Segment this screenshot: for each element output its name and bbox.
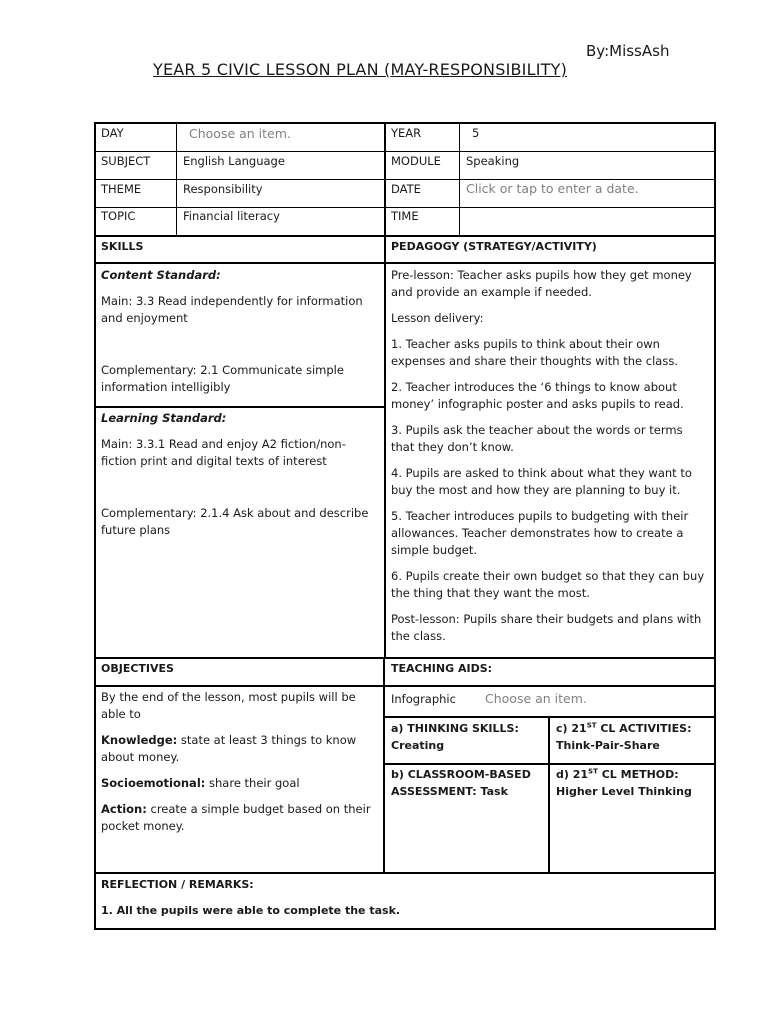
day-dropdown[interactable]: Choose an item. <box>189 126 291 141</box>
table-rule <box>459 122 460 236</box>
author-credit: By:MissAsh <box>586 42 670 60</box>
content-standard-main: Main: 3.3 Read independently for information and enjoyment <box>101 294 363 325</box>
teaching-aid-item: Infographic <box>391 692 456 706</box>
module-label: MODULE <box>391 154 441 168</box>
action-objective <box>101 801 379 835</box>
learning-standard-label: Learning Standard: <box>101 411 227 425</box>
table-rule <box>94 872 716 874</box>
cl-method-cell <box>556 766 714 800</box>
topic-value: Financial literacy <box>183 209 280 223</box>
action-label: Action: <box>101 802 147 816</box>
page-title: YEAR 5 CIVIC LESSON PLAN (MAY-RESPONSIBILITY) <box>153 60 568 79</box>
table-rule <box>94 151 716 152</box>
table-border-bottom <box>94 928 716 930</box>
thinking-skills-value: Creating <box>391 739 445 752</box>
lesson-step: 3. Pupils ask the teacher about the words or terms that they don’t know. <box>391 423 683 454</box>
learning-standard-main: Main: 3.3.1 Read and enjoy A2 fiction/non-fiction print and digital texts of interest <box>101 437 346 468</box>
teaching-aid-dropdown[interactable]: Choose an item. <box>485 691 587 706</box>
socioemotional-objective <box>101 775 379 792</box>
subject-value: English Language <box>183 154 285 168</box>
table-rule <box>548 717 550 873</box>
date-picker-field[interactable]: Click or tap to enter a date. <box>466 181 639 196</box>
action-text: create a simple budget based on their pocket money. <box>101 802 371 833</box>
lesson-step: 1. Teacher asks pupils to think about their own expenses and share their thoughts with the class. <box>391 337 678 368</box>
objectives-section <box>101 689 379 844</box>
cl-method-sup: ST <box>588 767 598 776</box>
pedagogy-section <box>391 267 709 654</box>
table-rule <box>383 658 385 874</box>
reflection-item: 1. All the pupils were able to complete the task. <box>101 904 401 917</box>
table-border-right <box>714 122 716 930</box>
cl-activities-sup: ST <box>586 721 597 730</box>
teaching-aids-heading: TEACHING AIDS: <box>391 662 493 675</box>
cl-activities-label <box>556 720 711 737</box>
subject-label: SUBJECT <box>101 154 151 168</box>
lesson-step: 4. Pupils are asked to think about what they want to buy the most and how they are planning to buy it. <box>391 466 692 497</box>
cl-activities-suffix: CL ACTIVITIES: <box>596 722 692 735</box>
year-value: 5 <box>472 126 480 140</box>
table-border-left <box>94 122 96 930</box>
cl-activities-cell <box>556 720 711 754</box>
content-standard-section <box>101 267 379 405</box>
learning-standard-complementary: Complementary: 2.1.4 Ask about and describe future plans <box>101 506 369 537</box>
knowledge-label: Knowledge: <box>101 733 178 747</box>
table-rule <box>94 685 716 687</box>
table-rule <box>94 657 716 659</box>
topic-label: TOPIC <box>101 209 136 223</box>
post-lesson-text: Post-lesson: Pupils share their budgets and plans with the class. <box>391 612 702 643</box>
knowledge-objective <box>101 732 379 766</box>
pedagogy-heading: PEDAGOGY (STRATEGY/ACTIVITY) <box>391 240 597 253</box>
socioemotional-label: Socioemotional: <box>101 776 206 790</box>
time-label: TIME <box>391 209 419 223</box>
objectives-heading: OBJECTIVES <box>101 662 174 675</box>
table-rule <box>94 406 384 408</box>
table-rule <box>176 122 177 236</box>
thinking-skills-cell <box>391 720 541 754</box>
table-rule <box>384 236 386 658</box>
lesson-step: 5. Teacher introduces pupils to budgeting with their allowances. Teacher demonstrates how to create a simple budget. <box>391 509 689 557</box>
knowledge-text: state at least 3 things to know about money. <box>101 733 357 764</box>
lesson-step: 6. Pupils create their own budget so that they can buy the thing that they want the most. <box>391 569 705 600</box>
content-standard-complementary: Complementary: 2.1 Communicate simple information intelligibly <box>101 363 344 394</box>
table-rule <box>384 122 386 236</box>
theme-label: THEME <box>101 182 142 196</box>
table-rule <box>94 262 716 264</box>
cl-method-prefix: d) 21 <box>556 768 589 781</box>
lesson-delivery-label: Lesson delivery: <box>391 311 484 325</box>
thinking-skills-label: a) THINKING SKILLS: <box>391 722 519 735</box>
learning-standard-section <box>101 410 379 548</box>
lesson-step: 2. Teacher introduces the ‘6 things to know about money’ infographic poster and asks pupils to read. <box>391 380 684 411</box>
cl-activities-value: Think-Pair-Share <box>556 739 660 752</box>
year-label: YEAR <box>391 126 422 140</box>
skills-heading: SKILLS <box>101 240 144 253</box>
assessment-cell: b) CLASSROOM-BASED ASSESSMENT: Task <box>391 768 531 798</box>
cl-method-suffix: CL METHOD: Higher Level Thinking <box>556 768 692 798</box>
reflection-heading: REFLECTION / REMARKS: <box>101 878 254 891</box>
pre-lesson-text: Pre-lesson: Teacher asks pupils how they get money and provide an example if needed. <box>391 268 692 299</box>
date-label: DATE <box>391 182 421 196</box>
day-label: DAY <box>101 126 124 140</box>
table-border-top <box>94 122 716 124</box>
cl-activities-prefix: c) 21 <box>556 722 587 735</box>
module-value: Speaking <box>466 154 520 168</box>
objectives-intro: By the end of the lesson, most pupils will be able to <box>101 690 356 721</box>
socioemotional-text: share their goal <box>205 776 300 790</box>
content-standard-label: Content Standard: <box>101 268 221 282</box>
theme-value: Responsibility <box>183 182 263 196</box>
table-rule <box>94 235 716 237</box>
